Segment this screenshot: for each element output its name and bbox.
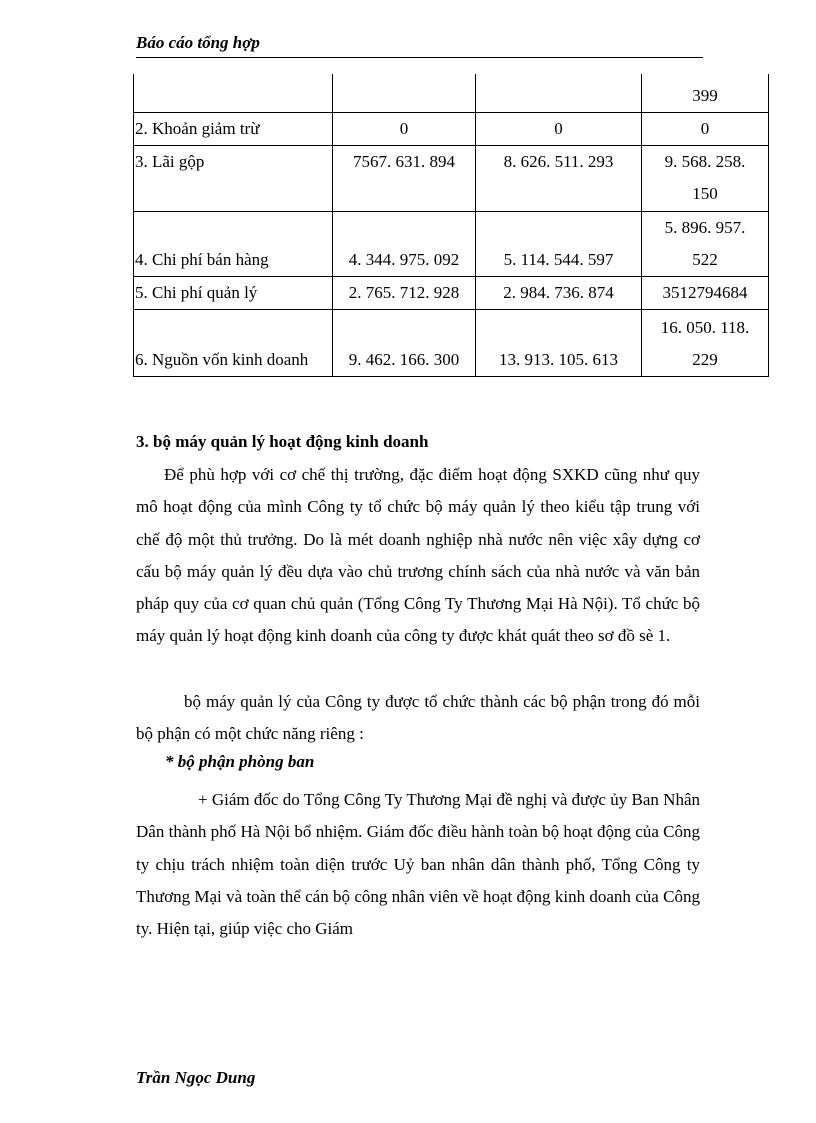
row-value-3-line2: 229 <box>692 349 718 369</box>
table-cell: 399 <box>642 74 769 112</box>
row-value-1: 0 <box>333 112 476 145</box>
table-row <box>134 112 769 145</box>
row-label: 6. Nguồn vốn kinh doanh <box>134 309 333 376</box>
table-row <box>134 145 769 211</box>
section-title: 3. bộ máy quản lý hoạt động kinh doanh <box>136 432 429 451</box>
table-row <box>134 211 769 276</box>
sub-heading: * bộ phận phòng ban <box>165 752 315 771</box>
row-value-2: 8. 626. 511. 293 <box>476 145 642 211</box>
row-value-1: 9. 462. 166. 300 <box>333 309 476 376</box>
row-value-1: 2. 765. 712. 928 <box>333 276 476 309</box>
row-value-3-line1: 16. 050. 118. <box>660 317 750 337</box>
row-label: 3. Lãi gộp <box>134 145 333 211</box>
row-value-3-line2: 150 <box>692 183 718 203</box>
table-cell <box>333 74 476 112</box>
page-header <box>136 33 703 58</box>
row-label: 5. Chi phí quản lý <box>134 276 333 309</box>
row-value-3-line1: 9. 568. 258. <box>664 151 746 171</box>
table-cell <box>134 74 333 112</box>
page-footer-author: Trần Ngọc Dung <box>136 1068 256 1087</box>
row-value-2: 5. 114. 544. 597 <box>476 211 642 276</box>
row-value-3 <box>642 145 769 211</box>
row-value-3 <box>642 211 769 276</box>
row-value-2: 13. 913. 105. 613 <box>476 309 642 376</box>
row-value-3 <box>642 309 769 376</box>
row-label: 2. Khoản giảm trừ <box>134 112 333 145</box>
row-value-3-line2: 522 <box>692 249 718 269</box>
row-value-3: 3512794684 <box>642 276 769 309</box>
table-cell <box>476 74 642 112</box>
table-row <box>134 309 769 376</box>
row-value-2: 0 <box>476 112 642 145</box>
row-label: 4. Chi phí bán hàng <box>134 211 333 276</box>
table-row-continued <box>134 74 769 112</box>
table-row <box>134 276 769 309</box>
paragraph-intro: Để phù hợp với cơ chế thị trường, đặc điểm hoạt động SXKD cũng như quy mô hoạt động của mình Công ty tổ chức bộ máy quản lý theo kiểu tập trung với chế độ một thủ trưởng. Do là mét doanh nghiệp nhà nước nên việc xây dựng cơ cấu bộ máy quản lý đều dựa vào chủ trương chính sách của nhà nước và văn bản pháp quy của cơ quan chủ quản (Tổng Công Ty Thương Mại Hà Nội). Tổ chức bộ máy quản lý hoạt động kinh doanh của công ty được khát quát theo sơ đồ sè 1. <box>136 465 700 646</box>
paragraph-director: + Giám đốc do Tổng Công Ty Thương Mại đề nghị và được ủy Ban Nhân Dân thành phố Hà Nội bổ nhiệm. Giám đốc điều hành toàn bộ hoạt động của Công ty chịu trách nhiệm toàn diện trước Uỷ ban nhân dân thành phố, Tổng Công ty Thương Mại và toàn thể cán bộ công nhân viên về hoạt động kinh doanh của Công ty. Hiện tại, giúp việc cho Giám <box>136 790 700 939</box>
row-value-3-line1: 5. 896. 957. <box>664 217 746 237</box>
row-value-1: 4. 344. 975. 092 <box>333 211 476 276</box>
row-value-3: 0 <box>642 112 769 145</box>
financial-table <box>133 74 769 377</box>
header-title: Báo cáo tổng hợp <box>136 33 260 52</box>
row-value-1: 7567. 631. 894 <box>333 145 476 211</box>
row-value-2: 2. 984. 736. 874 <box>476 276 642 309</box>
paragraph-structure: bộ máy quản lý của Công ty được tổ chức thành các bộ phận trong đó mỗi bộ phận có một chức năng riêng : <box>136 692 700 744</box>
